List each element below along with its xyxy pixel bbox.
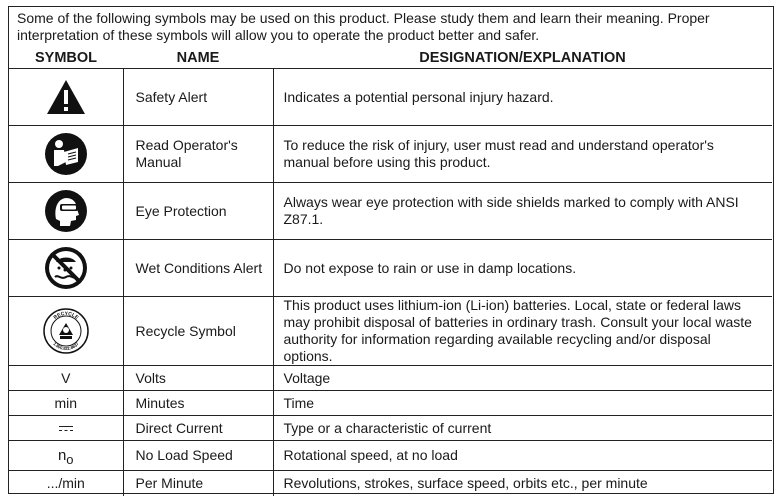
symbols-table [9, 48, 772, 496]
name-cell: Wet Conditions Alert [123, 240, 273, 297]
symbol-cell [9, 183, 123, 240]
recycle-phone: 1.800.822.8837 [52, 341, 80, 352]
symbol-cell: V [9, 366, 123, 391]
explanation-cell: This product uses lithium-ion (Li-ion) batteries. Local, state or federal laws may prohibit disposal of batteries in ordinary trash. Consult your local waste authority for information regarding available recycling and/or disposal options. [273, 297, 772, 366]
name-cell: No Load Speed [123, 441, 273, 471]
explanation-cell: Time [273, 391, 772, 416]
name-cell: Direct Current [123, 416, 273, 441]
header-name: NAME [123, 48, 273, 69]
read-manual-icon [44, 132, 88, 176]
explanation-cell: Do not expose to rain or use in damp locations. [273, 240, 772, 297]
name-cell: Recycle Symbol [123, 297, 273, 366]
explanation-cell: Always wear eye protection with side shields marked to comply with ANSI Z87.1. [273, 183, 772, 240]
no-load-speed-symbol [57, 447, 74, 467]
symbol-cell: .../min [9, 471, 123, 496]
table-row [9, 391, 772, 416]
safety-alert-triangle-icon [45, 78, 87, 116]
explanation-cell: Rotational speed, at no load [273, 441, 772, 471]
recycle-label: RECYCLE [52, 310, 80, 321]
symbols-table-frame [8, 6, 774, 494]
name-cell: Minutes [123, 391, 273, 416]
explanation-cell: Revolutions, strokes, surface speed, orbits etc., per minute [273, 471, 772, 496]
explanation-cell: Indicates a potential personal injury hazard. [273, 69, 772, 126]
table-row [9, 183, 772, 240]
wet-conditions-icon [44, 246, 88, 290]
table-row [9, 471, 772, 496]
no-load-subscript: o [66, 452, 74, 467]
explanation-cell: Type or a characteristic of current [273, 416, 772, 441]
name-cell: Per Minute [123, 471, 273, 496]
symbol-cell [9, 441, 123, 471]
table-header-row [9, 48, 772, 69]
table-row [9, 441, 772, 471]
name-cell: Safety Alert [123, 69, 273, 126]
table-row [9, 297, 772, 366]
table-row [9, 126, 772, 183]
recycle-seal-icon [43, 308, 89, 354]
table-row [9, 416, 772, 441]
table-row [9, 69, 772, 126]
table-row [9, 240, 772, 297]
header-symbol: SYMBOL [9, 48, 123, 69]
table-row [9, 366, 772, 391]
symbol-cell [9, 416, 123, 441]
intro-text: Some of the following symbols may be used on this product. Please study them and learn their meaning. Proper interpretation of these symbols will allow you to operate the product better and safer. [17, 10, 710, 43]
explanation-cell: Voltage [273, 366, 772, 391]
symbol-cell: min [9, 391, 123, 416]
name-cell: Eye Protection [123, 183, 273, 240]
eye-protection-icon [44, 189, 88, 233]
no-load-n: n [57, 447, 67, 464]
name-cell: Volts [123, 366, 273, 391]
symbol-cell [9, 69, 123, 126]
explanation-cell: To reduce the risk of injury, user must read and understand operator's manual before using this product. [273, 126, 772, 183]
symbol-cell [9, 126, 123, 183]
name-cell: Read Operator's Manual [123, 126, 273, 183]
header-explanation: DESIGNATION/EXPLANATION [273, 48, 772, 69]
symbol-cell [9, 297, 123, 366]
symbol-cell [9, 240, 123, 297]
direct-current-icon [59, 425, 73, 433]
